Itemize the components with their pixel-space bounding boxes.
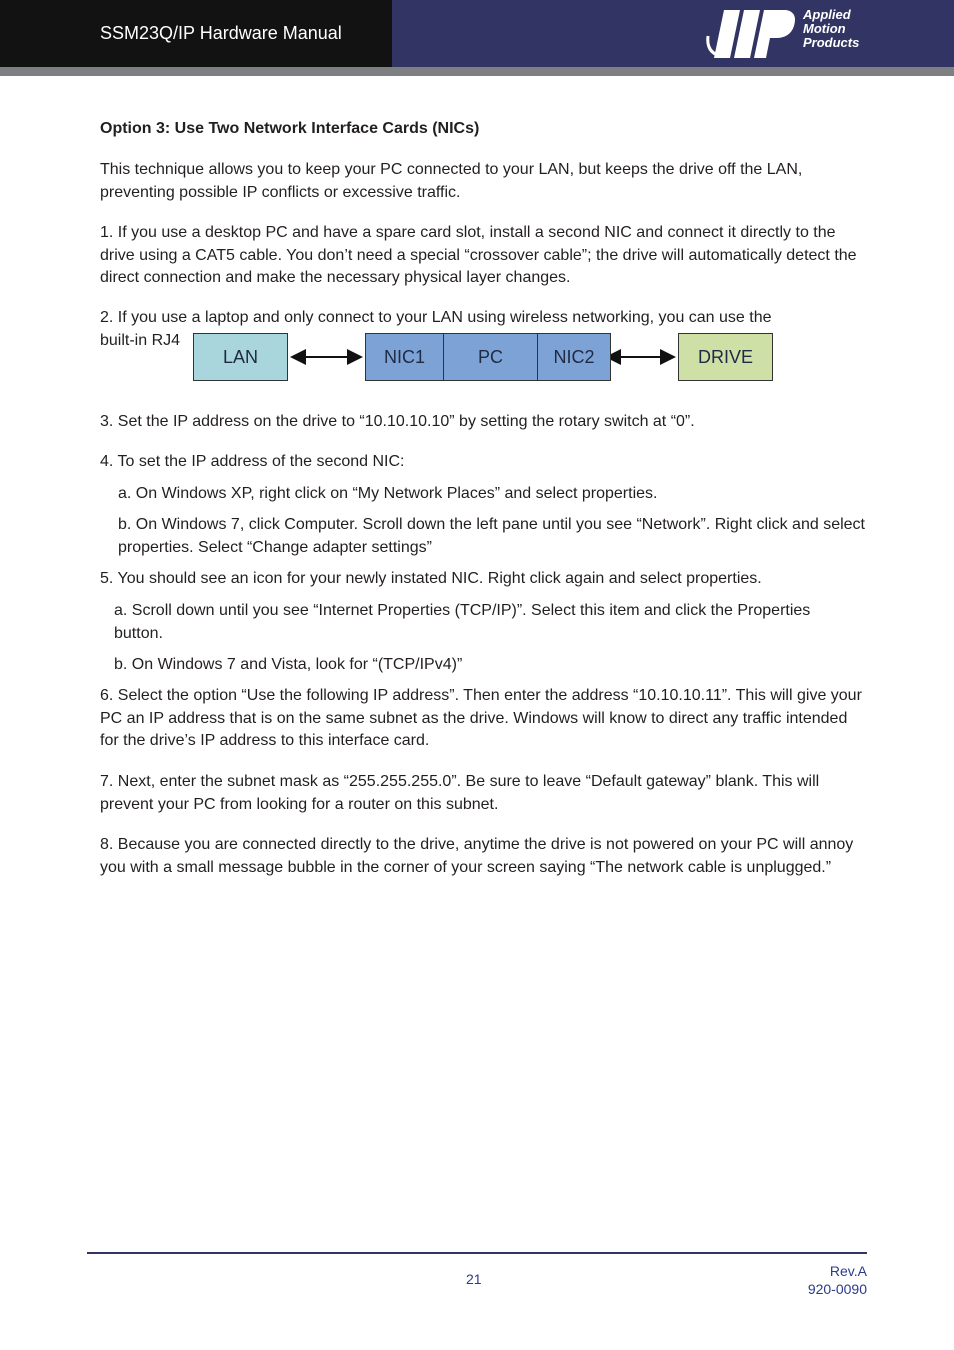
section-heading: Option 3: Use Two Network Interface Cards (NICs) [100,120,480,137]
pc-box: PC [443,333,538,381]
nic1-box: NIC1 [365,333,444,381]
manual-title: SSM23Q/IP Hardware Manual [100,23,342,43]
logo-line-1: Applied [803,7,851,22]
drive-box: DRIVE [678,333,773,381]
footer-divider [87,1252,867,1254]
step-7: 7. Next, enter the subnet mask as “255.255.255.0”. Be sure to leave “Default gateway” blank. This will prevent your PC from looking for a router on this subnet. [100,773,820,813]
header-title-panel [0,0,392,67]
step-4: 4. To set the IP address of the second NIC: [100,453,405,470]
document-number: 920-0090 [807,1281,867,1297]
header-underline-bar [0,67,954,76]
step-5: 5. You should see an icon for your newly instated NIC. Right click again and select properties. [100,570,762,587]
revision-label: Rev.A [829,1263,867,1279]
step-2-line-2: built-in RJ4 [100,332,181,349]
logo-mark-icon [704,6,799,62]
page-header [0,0,954,67]
lan-box: LAN [193,333,288,381]
logo-wordmark [803,8,859,50]
company-logo [704,6,874,62]
intro-paragraph: This technique allows you to keep your PC connected to your LAN, but keeps the drive off the LAN, preventing possible IP conflicts or excessive traffic. [100,161,803,201]
step-5b: b. On Windows 7 and Vista, look for “(TCP/IPv4)” [114,656,463,673]
step-2-line-1: 2. If you use a laptop and only connect to your LAN using wireless networking, you can use the [100,309,772,326]
step-8: 8. Because you are connected directly to the drive, anytime the drive is not powered on your PC will annoy you with a small message bubble in the corner of your screen saying “The network cable is unplugged.” [100,836,854,876]
step-4b: b. On Windows 7, click Computer. Scroll down the left pane until you see “Network”. Right click and select properties. Select “Change adapter settings” [118,516,865,556]
nic2-box: NIC2 [537,333,611,381]
revision-block [808,1262,867,1298]
page-number: 21 [466,1271,482,1287]
logo-line-2: Motion [803,21,846,36]
step-1: 1. If you use a desktop PC and have a spare card slot, install a second NIC and connect it directly to the drive using a CAT5 cable. You don’t need a special “crossover cable”; the drive will automatically detect the direct connection and make the necessary physical layer changes. [100,224,857,286]
logo-line-3: Products [803,35,860,50]
network-diagram [193,333,773,383]
step-5a: a. Scroll down until you see “Internet Properties (TCP/IP)”. Select this item and click the Properties button. [114,602,811,642]
step-4a: a. On Windows XP, right click on “My Network Places” and select properties. [118,485,658,502]
step-6: 6. Select the option “Use the following IP address”. Then enter the address “10.10.10.11”. This will give your PC an IP address that is on the same subnet as the drive. Windows will know to direct any traffic intended for the drive’s IP address to this interface card. [100,687,862,749]
step-3: 3. Set the IP address on the drive to “10.10.10.10” by setting the rotary switch at “0”. [100,413,695,430]
